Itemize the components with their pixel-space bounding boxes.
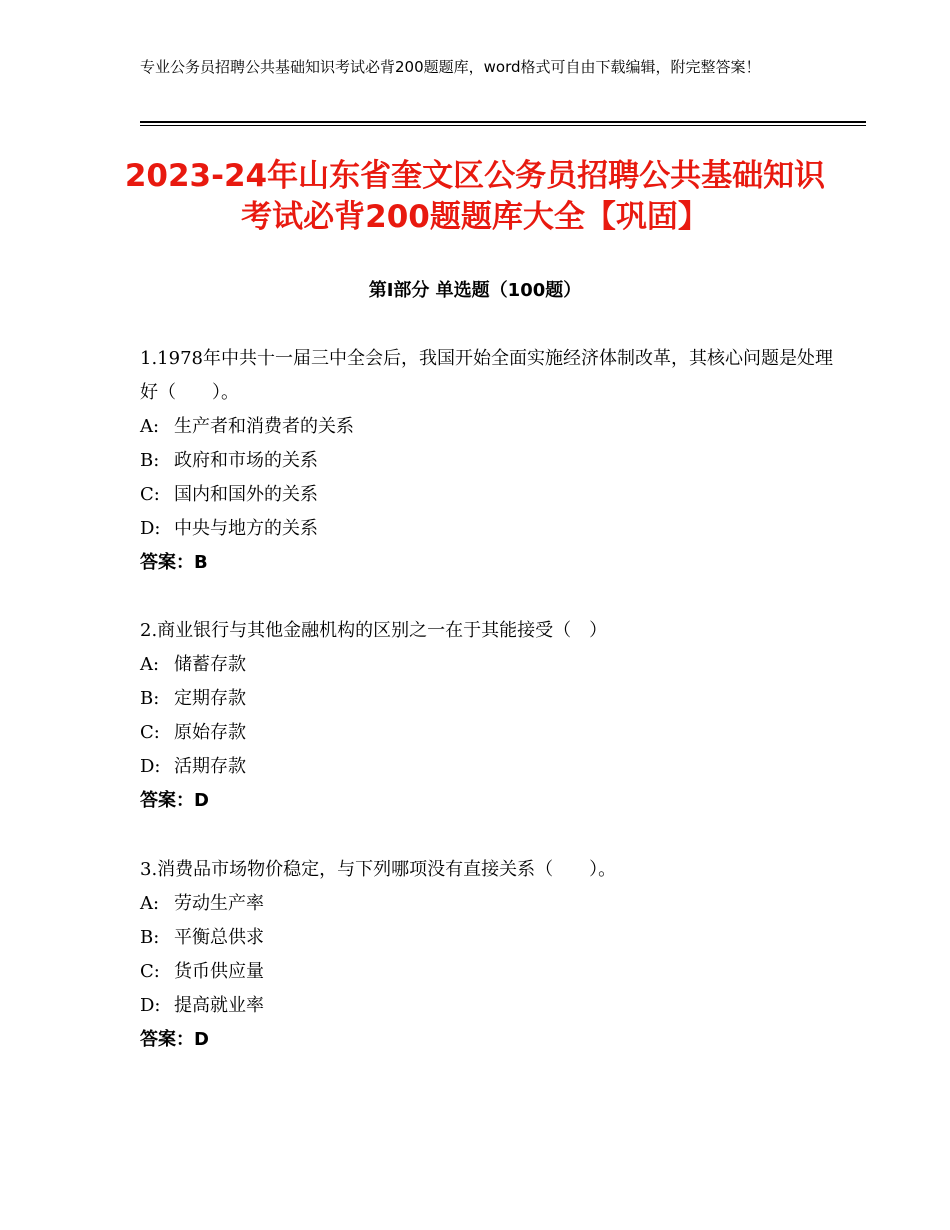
option-key: B: <box>140 688 160 709</box>
option-key: D: <box>140 756 161 777</box>
option-key: A: <box>140 654 160 675</box>
option-text: 储蓄存款 <box>174 654 246 675</box>
option-key: C: <box>140 484 160 505</box>
answer-line: 答案：D <box>140 790 209 811</box>
option-text: 中央与地方的关系 <box>174 518 318 539</box>
option-text: 提高就业率 <box>174 995 264 1016</box>
option-key: A: <box>140 416 160 437</box>
answer-line: 答案：B <box>140 552 208 573</box>
option-a <box>140 410 840 444</box>
question-block <box>140 614 840 818</box>
option-d <box>140 750 840 784</box>
option-text: 平衡总供求 <box>174 927 264 948</box>
section-heading: 第Ⅰ部分 单选题（100题） <box>368 280 582 301</box>
option-key: D: <box>140 995 161 1016</box>
option-d <box>140 512 840 546</box>
question-text: 1.1978年中共十一届三中全会后，我国开始全面实施经济体制改革，其核心问题是处理好（ ）。 <box>140 348 833 403</box>
option-text: 生产者和消费者的关系 <box>174 416 354 437</box>
question-block <box>140 853 840 1057</box>
option-text: 劳动生产率 <box>174 893 264 914</box>
question-block <box>140 342 840 580</box>
option-c <box>140 478 840 512</box>
document-title: 2023-24年山东省奎文区公务员招聘公共基础知识考试必背200题题库大全【巩固】 <box>124 158 826 235</box>
option-d <box>140 989 840 1023</box>
option-b <box>140 682 840 716</box>
header-rule-thick <box>140 121 866 123</box>
answer-line: 答案：D <box>140 1029 209 1050</box>
option-text: 政府和市场的关系 <box>174 450 318 471</box>
option-key: C: <box>140 961 160 982</box>
option-text: 货币供应量 <box>174 961 264 982</box>
option-key: A: <box>140 893 160 914</box>
question-text: 2.商业银行与其他金融机构的区别之一在于其能接受（ ） <box>140 620 608 641</box>
option-c <box>140 716 840 750</box>
option-text: 国内和国外的关系 <box>174 484 318 505</box>
option-key: B: <box>140 450 160 471</box>
question-text: 3.消费品市场物价稳定，与下列哪项没有直接关系（ ）。 <box>140 859 617 880</box>
header-rule-thin <box>140 125 866 126</box>
option-text: 原始存款 <box>174 722 246 743</box>
option-a <box>140 648 840 682</box>
option-c <box>140 955 840 989</box>
option-key: D: <box>140 518 161 539</box>
option-text: 定期存款 <box>174 688 246 709</box>
option-a <box>140 887 840 921</box>
header-note: 专业公务员招聘公共基础知识考试必背200题题库，word格式可自由下载编辑，附完整答案！ <box>140 58 761 76</box>
option-key: C: <box>140 722 160 743</box>
option-key: B: <box>140 927 160 948</box>
option-b <box>140 444 840 478</box>
option-text: 活期存款 <box>174 756 246 777</box>
option-b <box>140 921 840 955</box>
